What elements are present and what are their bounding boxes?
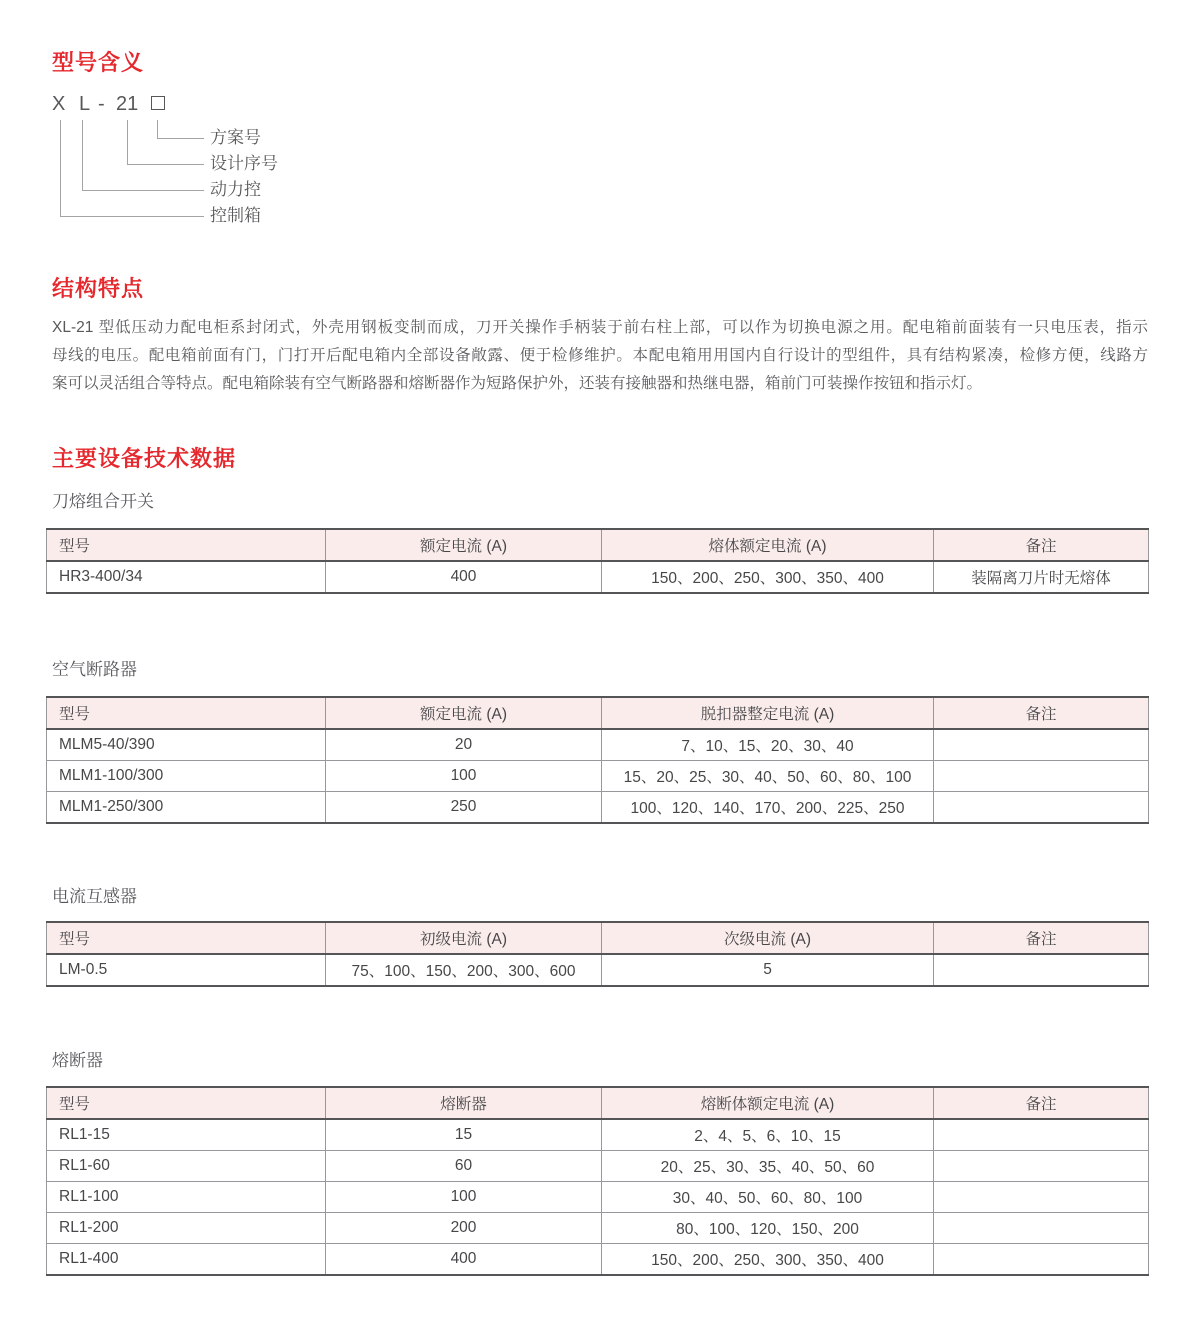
- column-header: 额定电流 (A): [326, 697, 602, 729]
- column-header: 熔断器: [326, 1087, 602, 1119]
- paragraph-line: 母线的电压。配电箱前面有门，门打开后配电箱内全部设备敞露、便于检修维护。本配电箱用用国内自行设计的型组件，具有结构紧凑，检修方便，线路方: [52, 347, 1148, 364]
- table-cell: 15: [326, 1119, 602, 1151]
- table-cell: 200: [326, 1213, 602, 1244]
- column-header: 初级电流 (A): [326, 922, 602, 954]
- column-header: 型号: [47, 529, 326, 561]
- table-cell: MLM1-250/300: [47, 792, 326, 824]
- legend-label-scheme-number: 方案号: [210, 128, 261, 147]
- table-knife-fuse-switch: [46, 528, 1149, 594]
- table-header-row: [47, 697, 1149, 729]
- structure-features-paragraph: [52, 314, 1148, 398]
- column-header: 备注: [934, 697, 1149, 729]
- legend-label-power-control: 动力控: [210, 180, 261, 199]
- table-row: [47, 561, 1149, 593]
- table-cell: MLM5-40/390: [47, 729, 326, 761]
- table-cell: 250: [326, 792, 602, 824]
- legend-label-control-box: 控制箱: [210, 206, 261, 225]
- table-cell: 100: [326, 761, 602, 792]
- column-header: 型号: [47, 1087, 326, 1119]
- paragraph-line: 案可以灵活组合等特点。配电箱除装有空气断路器和熔断器作为短路保护外，还装有接触器和热继电器，箱前门可装操作按钮和指示灯。: [52, 375, 983, 392]
- column-header: 脱扣器整定电流 (A): [602, 697, 934, 729]
- table-cell: [934, 954, 1149, 986]
- model-code-letter-x: X: [52, 93, 66, 115]
- column-header: 次级电流 (A): [602, 922, 934, 954]
- table-cell: 80、100、120、150、200: [602, 1213, 934, 1244]
- table-current-transformer: [46, 921, 1149, 987]
- section-title-tech-data: 主要设备技术数据: [52, 446, 237, 471]
- table-cell: MLM1-100/300: [47, 761, 326, 792]
- table-cell: RL1-15: [47, 1119, 326, 1151]
- connector-line: [60, 120, 204, 217]
- table-row: [47, 1119, 1149, 1151]
- legend-label-design-serial: 设计序号: [210, 154, 278, 173]
- section-title-model-meaning: 型号含义: [52, 50, 145, 75]
- table-cell: [934, 1119, 1149, 1151]
- table-cell: 20、25、30、35、40、50、60: [602, 1151, 934, 1182]
- table-cell: 60: [326, 1151, 602, 1182]
- table-cell: [934, 1182, 1149, 1213]
- model-code-letter-l: L: [79, 93, 91, 115]
- table-cell: 75、100、150、200、300、600: [326, 954, 602, 986]
- table-cell: 400: [326, 561, 602, 593]
- table-cell: HR3-400/34: [47, 561, 326, 593]
- table-row: [47, 792, 1149, 824]
- table-cell: [934, 761, 1149, 792]
- table-row: [47, 1213, 1149, 1244]
- table-cell: [934, 792, 1149, 824]
- table-cell: 装隔离刀片时无熔体: [934, 561, 1149, 593]
- column-header: 备注: [934, 922, 1149, 954]
- model-code-diagram: [52, 92, 392, 240]
- table-cell: 150、200、250、300、350、400: [602, 561, 934, 593]
- table-cell: 15、20、25、30、40、50、60、80、100: [602, 761, 934, 792]
- table-cell: 5: [602, 954, 934, 986]
- table-label-air-circuit-breaker: 空气断路器: [52, 660, 137, 679]
- table-cell: 7、10、15、20、30、40: [602, 729, 934, 761]
- table-cell: 100: [326, 1182, 602, 1213]
- table-header-row: [47, 529, 1149, 561]
- table-row: [47, 954, 1149, 986]
- table-row: [47, 1182, 1149, 1213]
- table-label-knife-fuse-switch: 刀熔组合开关: [52, 492, 154, 511]
- column-header: 型号: [47, 922, 326, 954]
- table-cell: 30、40、50、60、80、100: [602, 1182, 934, 1213]
- table-cell: RL1-200: [47, 1213, 326, 1244]
- column-header: 额定电流 (A): [326, 529, 602, 561]
- table-cell: 100、120、140、170、200、225、250: [602, 792, 934, 824]
- table-cell: RL1-100: [47, 1182, 326, 1213]
- table-cell: 20: [326, 729, 602, 761]
- table-cell: RL1-400: [47, 1244, 326, 1276]
- table-row: [47, 729, 1149, 761]
- model-code-number: 21: [116, 93, 139, 115]
- table-cell: [934, 1213, 1149, 1244]
- model-code-dash: -: [98, 93, 105, 115]
- table-cell: LM-0.5: [47, 954, 326, 986]
- column-header: 备注: [934, 1087, 1149, 1119]
- table-header-row: [47, 922, 1149, 954]
- section-title-structure-features: 结构特点: [52, 276, 145, 301]
- table-cell: 400: [326, 1244, 602, 1276]
- table-row: [47, 1151, 1149, 1182]
- table-label-current-transformer: 电流互感器: [52, 887, 137, 906]
- column-header: 熔断体额定电流 (A): [602, 1087, 934, 1119]
- table-fuse: [46, 1086, 1149, 1276]
- column-header: 型号: [47, 697, 326, 729]
- table-cell: RL1-60: [47, 1151, 326, 1182]
- column-header: 熔体额定电流 (A): [602, 529, 934, 561]
- scheme-placeholder-box-icon: [151, 96, 165, 110]
- column-header: 备注: [934, 529, 1149, 561]
- table-cell: 2、4、5、6、10、15: [602, 1119, 934, 1151]
- table-cell: [934, 1151, 1149, 1182]
- table-label-fuse: 熔断器: [52, 1051, 103, 1070]
- table-row: [47, 761, 1149, 792]
- table-cell: [934, 729, 1149, 761]
- table-cell: 150、200、250、300、350、400: [602, 1244, 934, 1276]
- table-air-circuit-breaker: [46, 696, 1149, 824]
- table-cell: [934, 1244, 1149, 1276]
- table-header-row: [47, 1087, 1149, 1119]
- table-row: [47, 1244, 1149, 1276]
- paragraph-line: XL-21 型低压动力配电柜系封闭式，外壳用钢板变制而成，刀开关操作手柄装于前右柱上部，可以作为切换电源之用。配电箱前面装有一只电压表，指示: [52, 319, 1148, 336]
